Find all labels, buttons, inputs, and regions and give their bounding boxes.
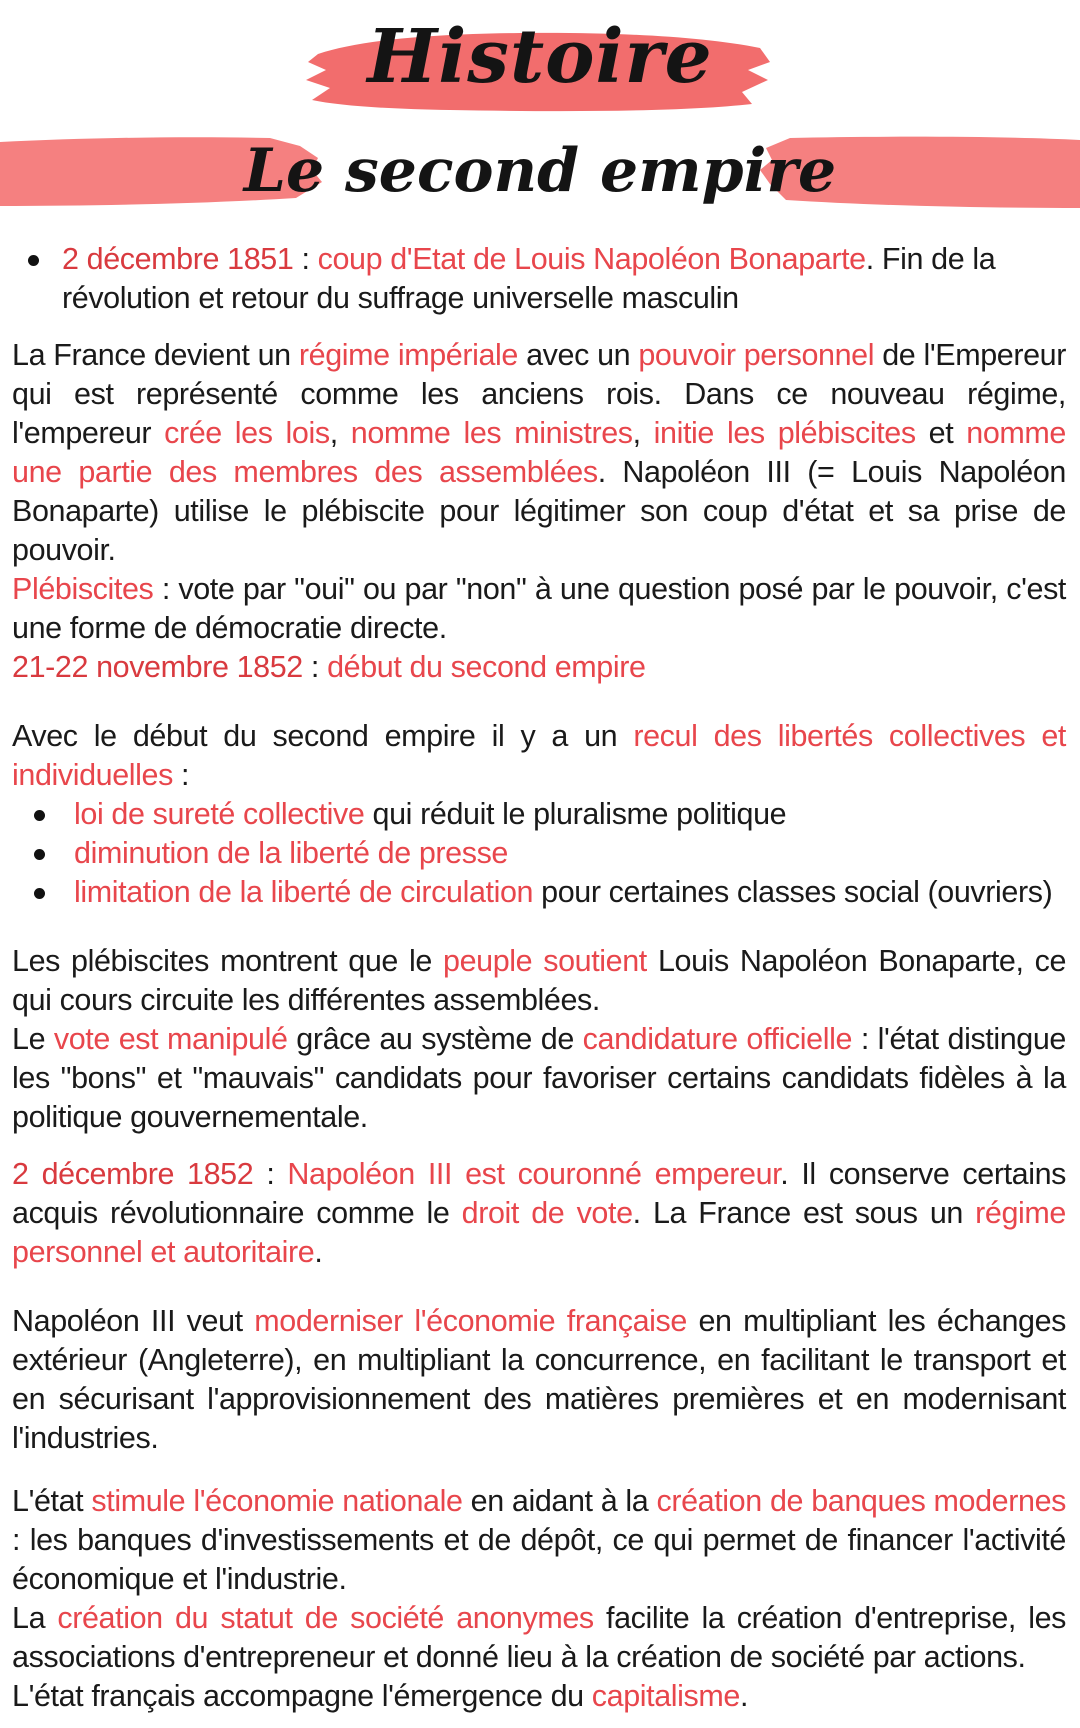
page-title: Histoire: [367, 14, 713, 100]
body-text: : l'état distingue les "bons" et "mauvais" candidats pour favoriser certains candidats fidèles à la politique gouvernementale.: [12, 1022, 1066, 1134]
highlight-text: capitalisme: [591, 1679, 740, 1713]
body-text: avec un: [517, 338, 639, 372]
highlight-text: droit de vote: [461, 1196, 633, 1230]
body-text: . Napoléon III (= Louis Napoléon Bonaparte) utilise le plébiscite pour légitimer son coup d'état et sa prise de pouvoir.: [12, 455, 1066, 567]
highlight-text: création de banques modernes: [656, 1484, 1066, 1518]
libertes-bullet-list: [12, 795, 1066, 912]
definition-plebiscite: [12, 570, 1066, 648]
definition-term: Plébiscites: [12, 572, 154, 606]
body-text: La: [12, 1601, 58, 1635]
event-date: 2 décembre 1852: [12, 1157, 254, 1191]
body-text: pour certaines classes social (ouvriers): [533, 875, 1053, 909]
body-text: ,: [632, 416, 654, 450]
body-text: Le: [12, 1022, 54, 1056]
paragraph-vote: [12, 1020, 1066, 1137]
highlight-text: nomme les ministres: [350, 416, 633, 450]
body-text: : les banques d'investissements et de dépôt, ce qui permet de financer l'activité économique et l'industrie.: [12, 1523, 1066, 1596]
body-text: :: [172, 758, 190, 792]
paragraph-societe-anonyme: [12, 1599, 1066, 1677]
list-item: [62, 240, 1066, 318]
body-text: . La France est sous un: [632, 1196, 976, 1230]
paragraph-peuple: [12, 942, 1066, 1020]
paragraph-banques: [12, 1482, 1066, 1599]
highlight-text: stimule l'économie nationale: [91, 1484, 463, 1518]
body-text: : vote par "oui" ou par "non" à une question posé par le pouvoir, c'est une forme de démocratie directe.: [12, 572, 1066, 645]
separator: :: [302, 650, 328, 684]
body-text: qui réduit le pluralisme politique: [364, 797, 787, 831]
highlight-text: peuple soutient: [443, 944, 647, 978]
notes-content: [12, 240, 1066, 1716]
highlight-text: nomme une partie des membres des assemblées: [12, 416, 1066, 489]
body-text: .: [739, 1679, 749, 1713]
body-text: en multipliant les échanges extérieur (Angleterre), en multipliant la concurrence, en facilitant le transport et en sécurisant l'approvisionnement des matières premières et en modernisant l'industries.: [12, 1304, 1067, 1455]
highlight-text: régime personnel et autoritaire: [12, 1196, 1066, 1269]
paragraph-capitalisme: [12, 1677, 1066, 1716]
body-text: L'état: [12, 1484, 92, 1518]
body-text: . Il conserve certains acquis révolutionnaire comme le: [12, 1157, 1066, 1230]
body-text: de l'Empereur qui est représenté comme les anciens rois. Dans ce nouveau régime, l'empereur: [12, 338, 1066, 450]
highlight-text: recul des libertés collectives et individuelles: [12, 719, 1066, 792]
list-item: [74, 795, 1066, 834]
body-text: Avec le début du second empire il y a un: [12, 719, 634, 753]
page-subtitle: Le second empire: [243, 136, 837, 206]
event-date: 21-22 novembre 1852: [12, 650, 303, 684]
event-date: 2 décembre 1851: [62, 242, 294, 276]
intro-bullet-list: [12, 240, 1066, 318]
body-text: Les plébiscites montrent que le: [12, 944, 444, 978]
paragraph-couronnement: [12, 1155, 1066, 1272]
highlight-text: initie les plébiscites: [653, 416, 916, 450]
paragraph-regime: [12, 336, 1066, 570]
highlight-text: création du statut de société anonymes: [57, 1601, 594, 1635]
body-text: L'état français accompagne l'émergence du: [12, 1679, 592, 1713]
highlight-text: vote est manipulé: [53, 1022, 288, 1056]
separator: :: [293, 242, 318, 276]
body-text: La France devient un: [12, 338, 299, 372]
highlight-text: candidature officielle: [582, 1022, 853, 1056]
body-text: et: [915, 416, 967, 450]
body-text: Louis Napoléon Bonaparte, ce qui cours circuite les différentes assemblées.: [12, 944, 1067, 1017]
body-text: Napoléon III veut: [12, 1304, 255, 1338]
body-text: ,: [329, 416, 351, 450]
highlight-text: début du second empire: [327, 650, 646, 684]
list-item: [74, 873, 1066, 912]
body-text: en aidant à la: [462, 1484, 657, 1518]
highlight-text: pouvoir personnel: [638, 338, 875, 372]
body-text: grâce au système de: [287, 1022, 583, 1056]
highlight-text: moderniser l'économie française: [254, 1304, 687, 1338]
paragraph-economie: [12, 1302, 1066, 1458]
body-text: .: [314, 1235, 323, 1269]
highlight-text: coup d'Etat de Louis Napoléon Bonaparte: [317, 242, 866, 276]
list-item: [74, 834, 1066, 873]
highlight-text: limitation de la liberté de circulation: [74, 875, 534, 909]
header: [0, 0, 1080, 230]
highlight-text: crée les lois: [164, 416, 330, 450]
body-text: facilite la création d'entreprise, les associations d'entrepreneur et donné lieu à la création de société par actions.: [12, 1601, 1067, 1674]
highlight-text: régime impériale: [298, 338, 518, 372]
highlight-text: loi de sureté collective: [74, 797, 365, 831]
highlight-text: Napoléon III est couronné empereur: [287, 1157, 781, 1191]
body-text: . Fin de la révolution et retour du suffrage universelle masculin: [62, 242, 996, 315]
paragraph-libertes: [12, 717, 1066, 795]
separator: :: [253, 1157, 288, 1191]
date-line-second-empire: [12, 648, 1066, 687]
highlight-text: diminution de la liberté de presse: [74, 836, 508, 870]
